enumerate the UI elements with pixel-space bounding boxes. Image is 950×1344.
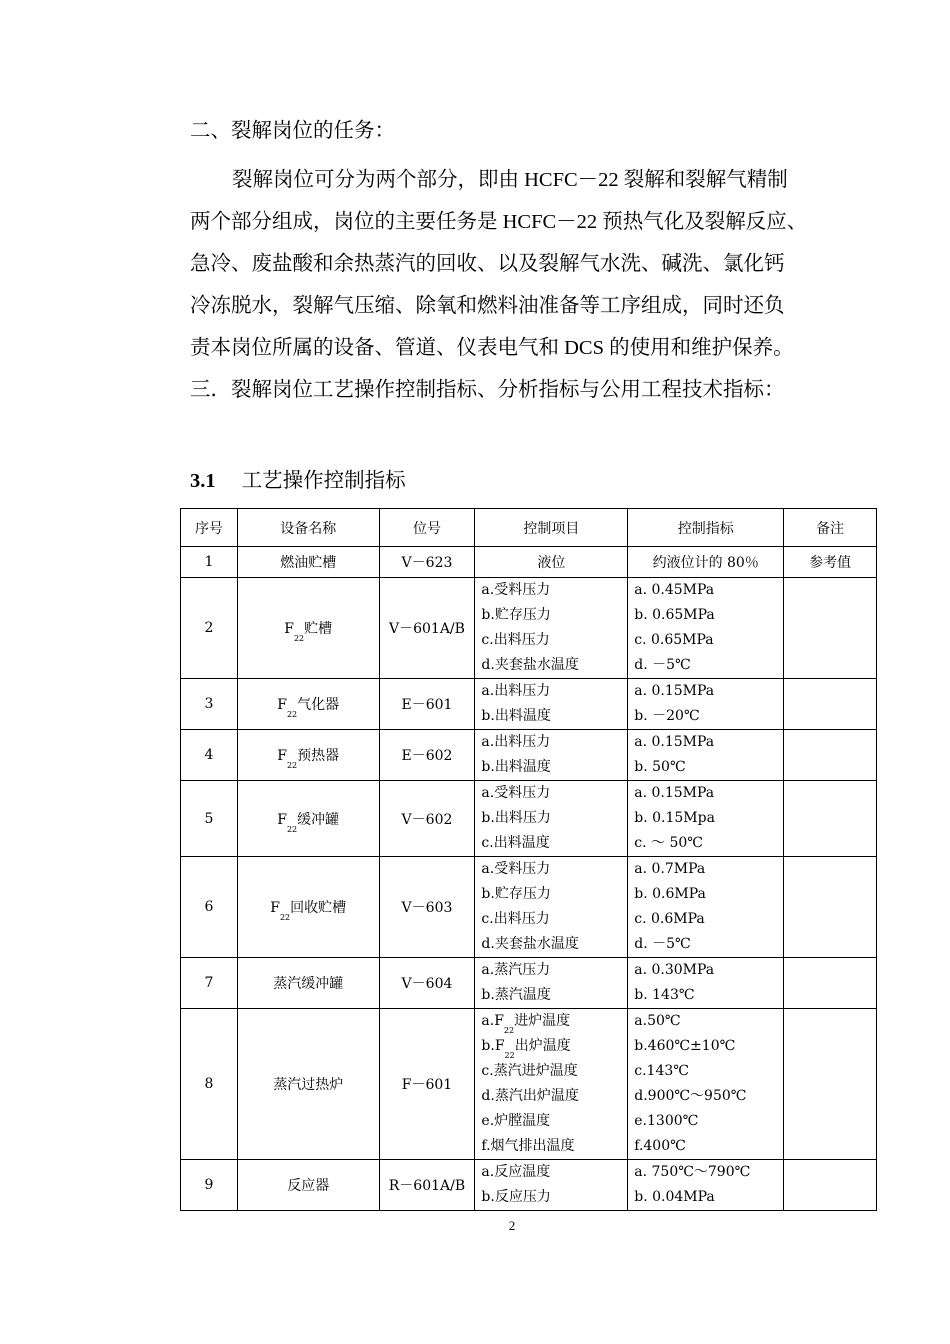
row-no: 3 — [181, 679, 238, 730]
control-item: c.蒸汽进炉温度 — [481, 1063, 578, 1079]
header-control-index: 控制指标 — [628, 509, 784, 547]
row-control-indicators — [628, 958, 784, 1009]
table-row — [181, 578, 877, 679]
control-indicator: a. 0.7MPa — [634, 861, 706, 877]
row-control-indicators — [628, 679, 784, 730]
control-indicator: b. 0.04MPa — [634, 1189, 715, 1205]
row-tag: V－623 — [379, 547, 475, 578]
row-note — [784, 781, 877, 857]
control-indicator: d. －5℃ — [634, 936, 691, 952]
row-equipment-name — [237, 1160, 379, 1211]
row-control-items — [475, 679, 628, 730]
subsection-heading — [190, 463, 406, 493]
control-indicator: c. ～ 50℃ — [634, 835, 703, 851]
control-item: f.烟气排出温度 — [481, 1138, 575, 1154]
control-item: b.出料压力 — [481, 810, 551, 826]
section2-heading: 二、裂解岗位的任务： — [190, 120, 395, 142]
subsection-title: 工艺操作控制指标 — [241, 470, 406, 492]
name-text: 蒸汽过热炉 — [273, 1077, 344, 1093]
row-note: 参考值 — [784, 547, 877, 578]
name-prefix: F — [284, 621, 294, 637]
control-item: b.贮存压力 — [481, 886, 551, 902]
name-prefix: F — [277, 811, 287, 828]
control-item: c.出料压力 — [481, 632, 550, 648]
header-equipment: 设备名称 — [237, 509, 379, 547]
name-text: 预热器 — [297, 748, 340, 764]
body-line: 两个部分组成，岗位的主要任务是 HCFC－22 预热气化及裂解反应、 — [190, 211, 808, 233]
row-note — [784, 679, 877, 730]
table-header-row — [181, 509, 877, 547]
row-control-indicators — [628, 1160, 784, 1211]
control-indicator: b. 0.15Mpa — [634, 810, 715, 826]
control-indicator: b. 0.6MPa — [634, 886, 706, 902]
row-control-indicators — [628, 1009, 784, 1160]
control-item: b.蒸汽温度 — [481, 987, 551, 1003]
row-note — [784, 578, 877, 679]
body-line: 裂解岗位可分为两个部分，即由 HCFC－22 裂解和裂解气精制 — [232, 169, 788, 191]
control-item: 液位 — [537, 555, 566, 571]
control-indicator: b. 0.65MPa — [634, 607, 715, 623]
control-item: d.夹套盐水温度 — [481, 657, 579, 673]
row-equipment-name — [237, 679, 379, 730]
page-number: 2 — [508, 1218, 516, 1233]
control-indicator: b. －20℃ — [634, 708, 700, 724]
body-line: 责本岗位所属的设备、管道、仪表电气和 DCS 的使用和维护保养。 — [190, 337, 794, 359]
name-subscript: 22 — [279, 913, 291, 922]
control-item: a.蒸汽压力 — [481, 962, 551, 978]
control-item: a.反应温度 — [481, 1164, 551, 1180]
row-tag: V－602 — [379, 781, 475, 857]
name-subscript: 22 — [286, 761, 298, 770]
control-indicator: a. 0.15MPa — [634, 734, 715, 750]
row-tag: V－601A/B — [379, 578, 475, 679]
body-line: 冷冻脱水，裂解气压缩、除氧和燃料油准备等工序组成，同时还负 — [190, 295, 785, 317]
row-equipment-name — [237, 730, 379, 781]
header-no: 序号 — [181, 509, 238, 547]
control-indicator: c. 0.6MPa — [634, 911, 705, 927]
row-control-items — [475, 781, 628, 857]
row-no: 1 — [181, 547, 238, 578]
row-equipment-name — [237, 578, 379, 679]
name-subscript: 22 — [286, 824, 298, 834]
control-indicator: d. －5℃ — [634, 657, 691, 673]
name-text: 蒸汽缓冲罐 — [273, 976, 344, 992]
control-indicator: e.1300℃ — [634, 1113, 699, 1129]
control-indicator: a. 0.45MPa — [634, 582, 715, 598]
body-line: 急冷、废盐酸和余热蒸汽的回收、以及裂解气水洗、碱洗、氯化钙 — [190, 253, 785, 275]
table-row — [181, 958, 877, 1009]
row-control-items — [475, 578, 628, 679]
row-no: 6 — [181, 857, 238, 958]
row-tag: E－602 — [379, 730, 475, 781]
row-control-items — [475, 1009, 628, 1160]
control-item: a.出料压力 — [481, 683, 551, 699]
row-control-items — [475, 547, 628, 578]
section3-heading: 三．裂解岗位工艺操作控制指标、分析指标与公用工程技术指标： — [190, 379, 785, 401]
row-equipment-name — [237, 958, 379, 1009]
table-row — [181, 781, 877, 857]
control-item: a.受料压力 — [481, 785, 551, 801]
header-tag: 位号 — [379, 509, 475, 547]
row-equipment-name — [237, 781, 379, 857]
row-control-indicators — [628, 857, 784, 958]
control-index-table — [180, 508, 877, 1211]
row-no: 5 — [181, 781, 238, 857]
row-control-items — [475, 857, 628, 958]
control-item: d.蒸汽出炉温度 — [481, 1088, 579, 1104]
control-item: c.出料压力 — [481, 911, 550, 927]
name-text: 贮槽 — [304, 621, 333, 637]
control-indicator: b. 50℃ — [634, 759, 686, 775]
control-item: a.受料压力 — [481, 582, 551, 598]
row-no: 4 — [181, 730, 238, 781]
control-indicator: a. 750℃～790℃ — [634, 1164, 751, 1180]
control-indicator: a. 0.15MPa — [634, 683, 715, 699]
row-note — [784, 958, 877, 1009]
row-equipment-name — [237, 1009, 379, 1160]
control-indicator: c. 0.65MPa — [634, 632, 714, 648]
table-row — [181, 1009, 877, 1160]
row-control-items — [475, 1160, 628, 1211]
header-note: 备注 — [784, 509, 877, 547]
row-equipment-name — [237, 547, 379, 578]
row-no: 9 — [181, 1160, 238, 1211]
row-no: 2 — [181, 578, 238, 679]
control-item: b.出料温度 — [481, 759, 551, 775]
section2-body — [190, 164, 840, 416]
row-control-items — [475, 958, 628, 1009]
row-note — [784, 1009, 877, 1160]
control-item: b.贮存压力 — [481, 607, 551, 623]
row-tag: E－601 — [379, 679, 475, 730]
control-item: $a.F_{22}$进炉温度 — [481, 1013, 571, 1035]
row-no: 8 — [181, 1009, 238, 1160]
row-tag: R－601A/B — [379, 1160, 475, 1211]
control-indicator: a. 0.30MPa — [634, 962, 715, 978]
table-row — [181, 857, 877, 958]
control-item: d.夹套盐水温度 — [481, 936, 579, 952]
table-row — [181, 1160, 877, 1211]
control-item: c.出料温度 — [481, 835, 550, 851]
control-item: $b.F_{22}$出炉温度 — [481, 1038, 571, 1060]
table-row — [181, 547, 877, 578]
name-subscript: 22 — [286, 710, 298, 719]
row-note — [784, 857, 877, 958]
control-item: b.反应压力 — [481, 1189, 551, 1205]
row-tag: F－601 — [379, 1009, 475, 1160]
control-item: b.出料温度 — [481, 708, 551, 724]
row-control-indicators — [628, 781, 784, 857]
row-note — [784, 1160, 877, 1211]
control-indicator: 约液位计的 80％ — [652, 555, 759, 571]
subsection-number: 3.1 — [190, 470, 216, 492]
control-indicator: d.900℃～950℃ — [634, 1088, 747, 1104]
control-item: e.炉膛温度 — [481, 1113, 551, 1129]
row-no: 7 — [181, 958, 238, 1009]
table-row — [181, 730, 877, 781]
name-prefix: F — [277, 748, 287, 764]
name-text: 气化器 — [297, 697, 340, 713]
name-text: 缓冲罐 — [297, 811, 340, 828]
control-item: a.受料压力 — [481, 861, 551, 877]
name-text: 反应器 — [287, 1178, 330, 1194]
row-control-indicators — [628, 578, 784, 679]
row-note — [784, 730, 877, 781]
row-tag: V－604 — [379, 958, 475, 1009]
control-indicator: c.143℃ — [634, 1063, 689, 1079]
control-indicator: b.460℃±10℃ — [634, 1038, 736, 1054]
name-text: 燃油贮槽 — [280, 555, 337, 571]
control-indicator: b. 143℃ — [634, 987, 695, 1003]
name-subscript: 22 — [293, 634, 305, 643]
control-indicator: a.50℃ — [634, 1013, 681, 1029]
header-control-item: 控制项目 — [475, 509, 628, 547]
control-item: a.出料压力 — [481, 734, 551, 750]
name-prefix: F — [270, 900, 280, 916]
control-indicator: a. 0.15MPa — [634, 785, 715, 801]
row-control-indicators — [628, 547, 784, 578]
name-text: 回收贮槽 — [290, 900, 347, 916]
row-tag: V－603 — [379, 857, 475, 958]
name-prefix: F — [277, 697, 287, 713]
row-equipment-name — [237, 857, 379, 958]
row-control-indicators — [628, 730, 784, 781]
control-indicator: f.400℃ — [634, 1138, 686, 1154]
table-row — [181, 679, 877, 730]
row-control-items — [475, 730, 628, 781]
